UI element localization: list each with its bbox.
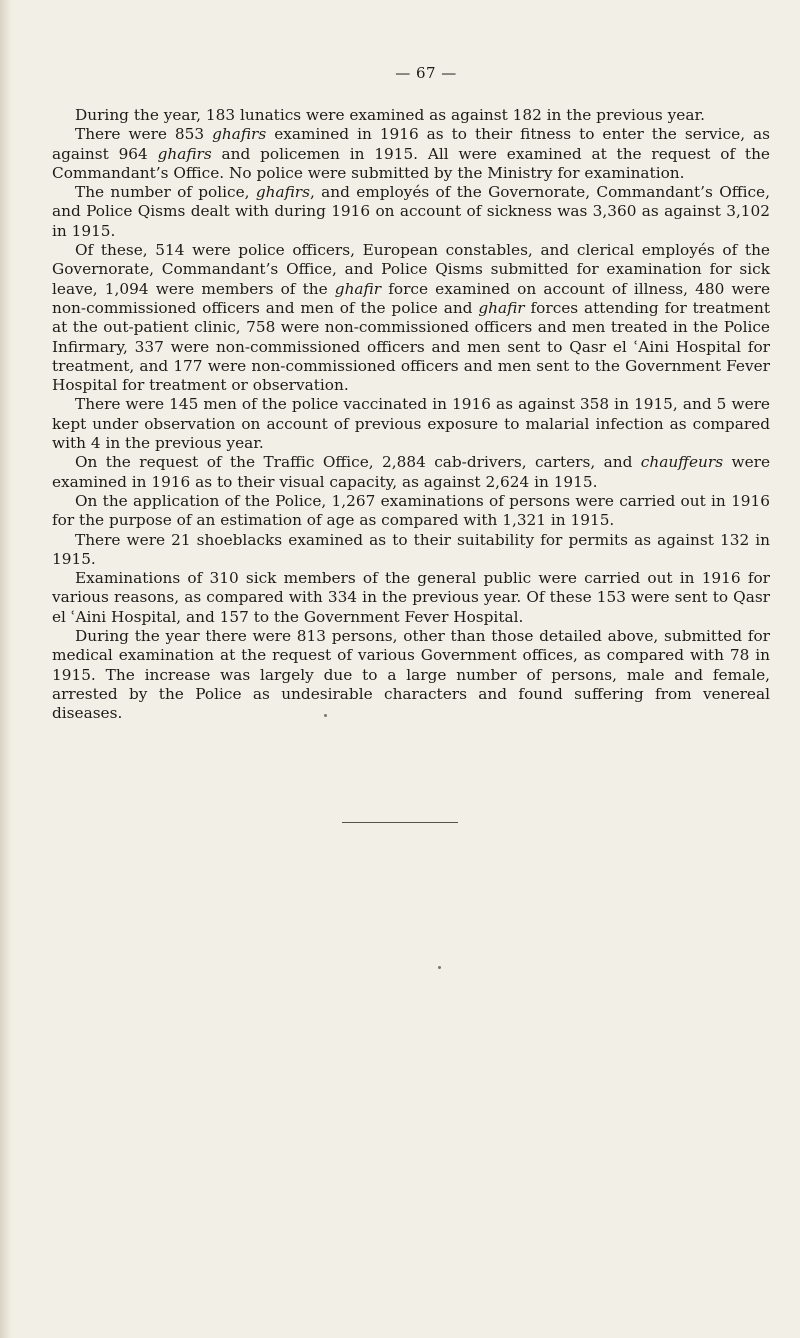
- text-run: On the application of the Police, 1,267 examinations of persons were carried out in 1916 for the purpose of an estimation of age as compared with 1,321 in 1915.: [52, 491, 770, 530]
- paragraph: [52, 395, 770, 453]
- text-run: and policemen in 1915. All were examined at the request of the Commandant’s Office. No police were submitted by the Ministry for examination.: [52, 144, 770, 182]
- paragraph: [52, 531, 770, 570]
- italic-term: ghafirs: [255, 183, 310, 202]
- print-speck: [438, 966, 441, 969]
- text-run: On the request of the Traffic Office, 2,884 cab-drivers, carters, and: [75, 453, 641, 472]
- paragraph: [52, 453, 770, 492]
- italic-term: ghafirs: [212, 125, 267, 144]
- text-run: , and employés of the Governorate, Commandant’s Office, and Police Qisms dealt with during 1916 on account of sickness was 3,360 as against 3,102 in 1915.: [52, 183, 770, 240]
- text-run: forces attending for treatment at the out-patient clinic, 758 were non-commissioned officers and men treated in the Police Infirmary, 337 were non-commissioned officers and men sent to Qasr el ʿAini Hospital for treatment, and 177 were non-commissioned officers and men sent to the Government Fever Hospital for treatment or observation.: [52, 298, 770, 395]
- page-edge-shadow: [0, 0, 14, 1338]
- paragraph: [52, 125, 770, 183]
- paragraph: [52, 569, 770, 627]
- italic-term: chauffeurs: [640, 453, 724, 472]
- body-text: [52, 106, 770, 724]
- paragraph: [52, 106, 770, 125]
- print-speck: [324, 714, 327, 717]
- text-run: The number of police,: [75, 183, 256, 202]
- text-run: examined in 1916 as to their fitness to enter the service, as against 964: [52, 125, 770, 163]
- document-page: [52, 64, 770, 724]
- end-rule: [342, 822, 458, 823]
- text-run: During the year, 183 lunatics were examined as against 182 in the previous year.: [75, 106, 705, 124]
- paragraph: [52, 492, 770, 531]
- text-run: were examined in 1916 as to their visual capacity, as against 2,624 in 1915.: [52, 453, 770, 491]
- page-number: — 67 —: [395, 64, 457, 82]
- text-run: There were 853: [75, 125, 213, 144]
- text-run: There were 145 men of the police vaccinated in 1916 as against 358 in 1915, and 5 were kept under observation on account of previous exposure to malarial infection as compared with 4 in the previous year.: [52, 395, 770, 453]
- paragraph: [52, 241, 770, 395]
- italic-term: ghafir: [334, 279, 382, 298]
- text-run: Examinations of 310 sick members of the general public were carried out in 1916 for various reasons, as compared with 334 in the previous year. Of these 153 were sent to Qasr el ʿAini Hospital, and 157 to the Government Fever Hospital.: [52, 569, 770, 626]
- text-run: There were 21 shoeblacks examined as to their suitability for permits as against 132 in 1915.: [52, 530, 770, 568]
- italic-term: ghafir: [478, 298, 525, 317]
- paragraph: [52, 183, 770, 241]
- text-run: During the year there were 813 persons, other than those detailed above, submitted for medical examination at the request of various Government offices, as compared with 78 in 1915. The increase was largely due to a large number of persons, male and female, arrested by the Police as undesirable characters and found suffering from venereal diseases.: [52, 627, 770, 723]
- paragraph: [52, 627, 770, 723]
- text-run: Of these, 514 were police officers, European constables, and clerical employés of the Governorate, Commandant’s Office, and Police Qisms submitted for examination for sick leave, 1,094 were members of the: [52, 241, 770, 298]
- text-run: force examined on account of illness, 480 were non-commissioned officers and men of the police and: [52, 279, 770, 317]
- italic-term: ghafirs: [157, 144, 212, 163]
